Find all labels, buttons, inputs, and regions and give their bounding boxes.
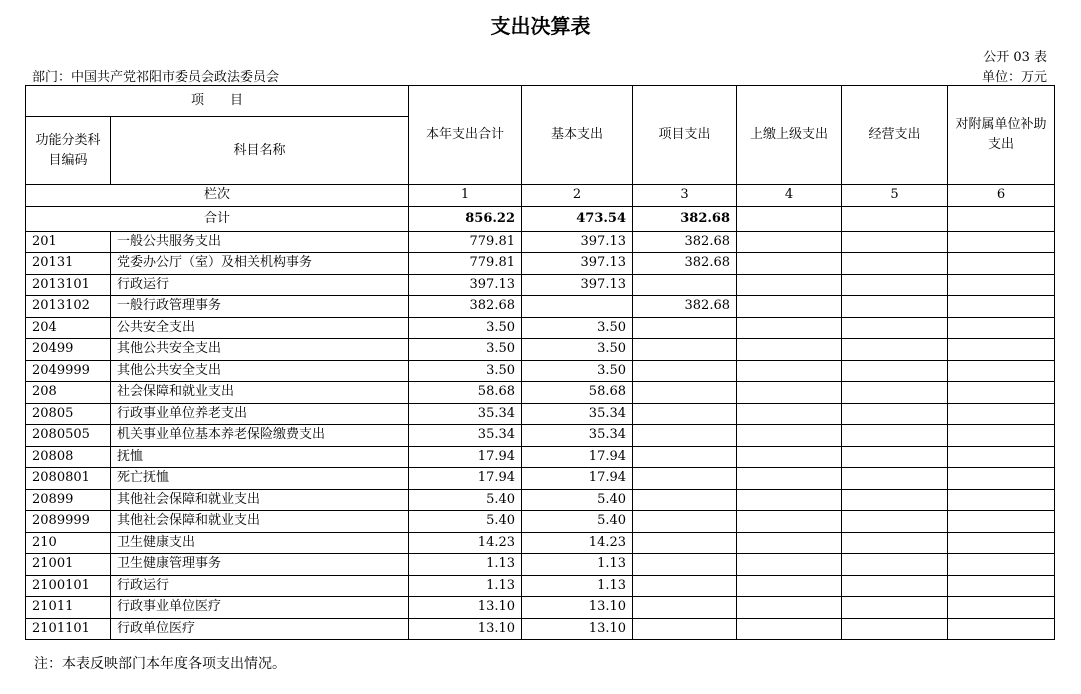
expenditure-table: [25, 85, 1055, 640]
row-total: 35.34: [409, 403, 522, 425]
row-project: [633, 360, 737, 382]
row-upper: [737, 489, 842, 511]
row-total: 58.68: [409, 382, 522, 404]
total-project: 382.68: [633, 206, 737, 231]
row-operate: [842, 597, 948, 619]
row-subject-name: 卫生健康支出: [111, 532, 409, 554]
row-project: [633, 403, 737, 425]
total-sum: 856.22: [409, 206, 522, 231]
row-subsidy: [948, 382, 1055, 404]
row-subject-name: 行政运行: [111, 274, 409, 296]
row-project: [633, 511, 737, 533]
row-total: 1.13: [409, 554, 522, 576]
table-row: [26, 468, 1055, 490]
table-row: [26, 511, 1055, 533]
col-basic-header: 基本支出: [522, 86, 633, 185]
table-row: [26, 296, 1055, 318]
row-subsidy: [948, 339, 1055, 361]
row-operate: [842, 382, 948, 404]
row-basic: 3.50: [522, 317, 633, 339]
row-operate: [842, 339, 948, 361]
row-subject-name: 卫生健康管理事务: [111, 554, 409, 576]
row-upper: [737, 360, 842, 382]
row-subsidy: [948, 597, 1055, 619]
row-basic: 35.34: [522, 403, 633, 425]
row-project: [633, 597, 737, 619]
table-row: [26, 618, 1055, 640]
row-project: 382.68: [633, 231, 737, 253]
row-basic: 13.10: [522, 597, 633, 619]
row-operate: [842, 403, 948, 425]
row-project: [633, 554, 737, 576]
row-subject-name: 死亡抚恤: [111, 468, 409, 490]
row-basic: 5.40: [522, 489, 633, 511]
row-basic: 17.94: [522, 468, 633, 490]
column-index-3: 3: [633, 185, 737, 207]
column-index-2: 2: [522, 185, 633, 207]
item-header: 项 目: [26, 86, 409, 117]
row-subject-name: 行政运行: [111, 575, 409, 597]
row-project: [633, 317, 737, 339]
row-code: 2013101: [26, 274, 111, 296]
unit-label: 单位：万元: [981, 70, 1047, 85]
column-index-1: 1: [409, 185, 522, 207]
total-operate: [842, 206, 948, 231]
table-row: [26, 339, 1055, 361]
row-project: [633, 468, 737, 490]
row-total: 3.50: [409, 360, 522, 382]
row-code: 201: [26, 231, 111, 253]
row-basic: [522, 296, 633, 318]
row-total: 1.13: [409, 575, 522, 597]
row-operate: [842, 425, 948, 447]
row-project: [633, 274, 737, 296]
row-code: 20805: [26, 403, 111, 425]
row-total: 13.10: [409, 618, 522, 640]
row-operate: [842, 296, 948, 318]
row-code: 2049999: [26, 360, 111, 382]
row-operate: [842, 253, 948, 275]
row-basic: 397.13: [522, 231, 633, 253]
row-code: 210: [26, 532, 111, 554]
row-operate: [842, 317, 948, 339]
row-code: 20131: [26, 253, 111, 275]
row-upper: [737, 446, 842, 468]
row-subsidy: [948, 296, 1055, 318]
row-code: 21001: [26, 554, 111, 576]
row-basic: 17.94: [522, 446, 633, 468]
row-project: 382.68: [633, 296, 737, 318]
table-row: [26, 554, 1055, 576]
table-header: [26, 86, 1055, 232]
row-subject-name: 行政事业单位养老支出: [111, 403, 409, 425]
table-body: [26, 231, 1055, 640]
row-subsidy: [948, 425, 1055, 447]
row-upper: [737, 468, 842, 490]
row-subsidy: [948, 446, 1055, 468]
row-basic: 3.50: [522, 339, 633, 361]
row-subject-name: 其他社会保障和就业支出: [111, 489, 409, 511]
row-upper: [737, 532, 842, 554]
column-index-5: 5: [842, 185, 948, 207]
row-total: 397.13: [409, 274, 522, 296]
row-code: 2080505: [26, 425, 111, 447]
row-total: 35.34: [409, 425, 522, 447]
table-row: [26, 597, 1055, 619]
row-upper: [737, 253, 842, 275]
row-total: 3.50: [409, 339, 522, 361]
total-label: 合计: [26, 206, 409, 231]
row-total: 13.10: [409, 597, 522, 619]
column-index-6: 6: [948, 185, 1055, 207]
row-basic: 397.13: [522, 274, 633, 296]
row-subject-name: 其他公共安全支出: [111, 360, 409, 382]
row-upper: [737, 597, 842, 619]
row-basic: 13.10: [522, 618, 633, 640]
row-subsidy: [948, 317, 1055, 339]
row-total: 5.40: [409, 511, 522, 533]
row-code: 2101101: [26, 618, 111, 640]
row-total: 382.68: [409, 296, 522, 318]
row-total: 779.81: [409, 253, 522, 275]
table-row: [26, 360, 1055, 382]
row-project: [633, 446, 737, 468]
row-subject-name: 党委办公厅（室）及相关机构事务: [111, 253, 409, 275]
row-subsidy: [948, 253, 1055, 275]
column-index-label: 栏次: [26, 185, 409, 207]
row-upper: [737, 339, 842, 361]
row-subsidy: [948, 468, 1055, 490]
row-subsidy: [948, 575, 1055, 597]
row-code: 2089999: [26, 511, 111, 533]
total-upper: [737, 206, 842, 231]
row-subsidy: [948, 274, 1055, 296]
table-row: [26, 231, 1055, 253]
department-label: 部门：中国共产党祁阳市委员会政法委员会: [32, 70, 280, 85]
col-project-header: 项目支出: [633, 86, 737, 185]
row-total: 14.23: [409, 532, 522, 554]
row-code: 2080801: [26, 468, 111, 490]
row-total: 17.94: [409, 446, 522, 468]
column-index-4: 4: [737, 185, 842, 207]
row-upper: [737, 296, 842, 318]
row-operate: [842, 274, 948, 296]
table-row: [26, 489, 1055, 511]
table-row: [26, 532, 1055, 554]
row-subject-name: 行政单位医疗: [111, 618, 409, 640]
row-operate: [842, 618, 948, 640]
row-subsidy: [948, 360, 1055, 382]
row-subsidy: [948, 532, 1055, 554]
row-upper: [737, 274, 842, 296]
col-upper-header: 上缴上级支出: [737, 86, 842, 185]
row-operate: [842, 489, 948, 511]
table-row: [26, 382, 1055, 404]
row-upper: [737, 618, 842, 640]
row-basic: 1.13: [522, 575, 633, 597]
row-total: 17.94: [409, 468, 522, 490]
row-code: 208: [26, 382, 111, 404]
row-project: 382.68: [633, 253, 737, 275]
row-project: [633, 575, 737, 597]
row-project: [633, 489, 737, 511]
row-operate: [842, 231, 948, 253]
col-subsidy-header: 对附属单位补助支出: [948, 86, 1055, 185]
col-total-header: 本年支出合计: [409, 86, 522, 185]
table-row: [26, 575, 1055, 597]
row-project: [633, 618, 737, 640]
row-basic: 14.23: [522, 532, 633, 554]
row-upper: [737, 425, 842, 447]
row-operate: [842, 360, 948, 382]
row-operate: [842, 446, 948, 468]
page-title: 支出决算表: [490, 14, 591, 38]
row-basic: 397.13: [522, 253, 633, 275]
row-upper: [737, 575, 842, 597]
row-subsidy: [948, 511, 1055, 533]
row-subject-name: 一般公共服务支出: [111, 231, 409, 253]
row-total: 3.50: [409, 317, 522, 339]
table-row: [26, 425, 1055, 447]
row-project: [633, 382, 737, 404]
subject-name-header: 科目名称: [111, 117, 409, 185]
row-total: 5.40: [409, 489, 522, 511]
form-code: 公开 03 表: [983, 50, 1047, 65]
table-row: [26, 446, 1055, 468]
table-row: [26, 403, 1055, 425]
row-subsidy: [948, 554, 1055, 576]
row-upper: [737, 511, 842, 533]
row-subject-name: 社会保障和就业支出: [111, 382, 409, 404]
row-upper: [737, 403, 842, 425]
func-code-header: 功能分类科目编码: [26, 117, 111, 185]
row-code: 204: [26, 317, 111, 339]
row-subsidy: [948, 231, 1055, 253]
row-operate: [842, 468, 948, 490]
row-total: 779.81: [409, 231, 522, 253]
row-operate: [842, 511, 948, 533]
row-basic: 35.34: [522, 425, 633, 447]
row-subject-name: 其他公共安全支出: [111, 339, 409, 361]
row-subject-name: 行政事业单位医疗: [111, 597, 409, 619]
row-code: 2100101: [26, 575, 111, 597]
row-code: 21011: [26, 597, 111, 619]
row-subject-name: 一般行政管理事务: [111, 296, 409, 318]
row-basic: 3.50: [522, 360, 633, 382]
row-subsidy: [948, 489, 1055, 511]
row-operate: [842, 554, 948, 576]
row-basic: 58.68: [522, 382, 633, 404]
row-upper: [737, 554, 842, 576]
row-project: [633, 532, 737, 554]
row-operate: [842, 575, 948, 597]
row-subject-name: 机关事业单位基本养老保险缴费支出: [111, 425, 409, 447]
row-upper: [737, 231, 842, 253]
table-row: [26, 274, 1055, 296]
row-subsidy: [948, 618, 1055, 640]
row-subject-name: 抚恤: [111, 446, 409, 468]
total-basic: 473.54: [522, 206, 633, 231]
row-code: 20808: [26, 446, 111, 468]
row-subsidy: [948, 403, 1055, 425]
row-basic: 5.40: [522, 511, 633, 533]
row-code: 20899: [26, 489, 111, 511]
row-subject-name: 其他社会保障和就业支出: [111, 511, 409, 533]
total-subsidy: [948, 206, 1055, 231]
row-subject-name: 公共安全支出: [111, 317, 409, 339]
footnote: 注：本表反映部门本年度各项支出情况。: [34, 656, 286, 672]
row-operate: [842, 532, 948, 554]
row-project: [633, 339, 737, 361]
table-row: [26, 317, 1055, 339]
row-upper: [737, 317, 842, 339]
col-operate-header: 经营支出: [842, 86, 948, 185]
row-code: 2013102: [26, 296, 111, 318]
table-row: [26, 253, 1055, 275]
row-code: 20499: [26, 339, 111, 361]
row-project: [633, 425, 737, 447]
row-upper: [737, 382, 842, 404]
row-basic: 1.13: [522, 554, 633, 576]
